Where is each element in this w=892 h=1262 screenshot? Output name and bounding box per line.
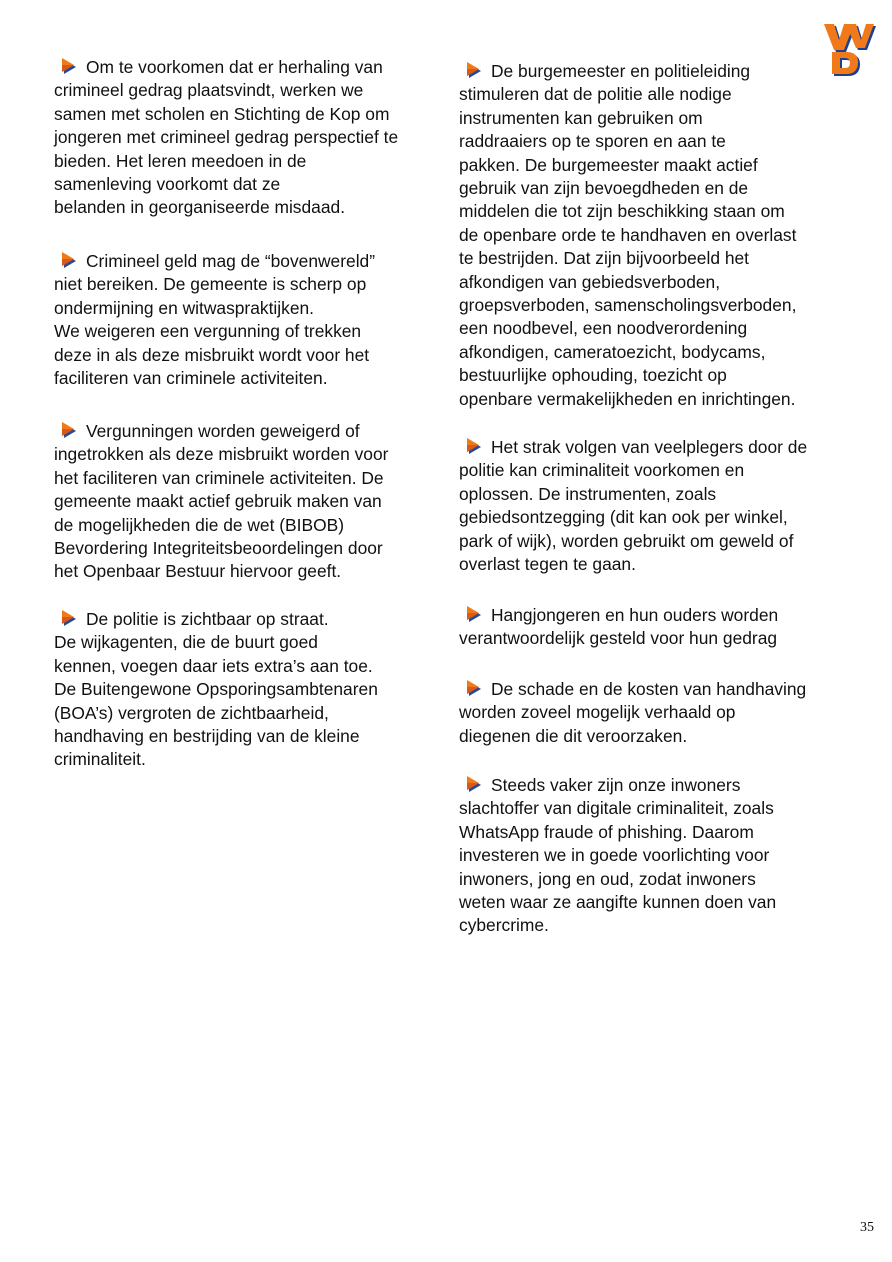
list-item-text: Steeds vaker zijn onze inwoners slachtoffer van digitale criminaliteit, zoals WhatsApp fraude of phishing. Daarom investeren we in goede voorlichting voor inwoners, jong en oud, zodat inwoners weten waar ze aangifte kunnen doen van cybercrime.: [459, 775, 777, 936]
list-item: [459, 436, 807, 576]
list-item-text: De politie is zichtbaar op straat. De wijkagenten, die de buurt goed kennen, voegen daar iets extra’s aan toe. De Buitengewone Opsporingsambtenaren (BOA’s) vergroten de zichtbaarheid, handhaving en bestrijding van de kleine criminaliteit.: [54, 609, 378, 770]
list-item: [459, 678, 806, 748]
list-item: [54, 250, 375, 390]
list-item-text: Crimineel geld mag de “bovenwereld” niet bereiken. De gemeente is scherp op ondermijning en witwaspraktijken. We weigeren een vergunning of trekken deze in als deze misbruikt wordt voor het faciliteren van criminele activiteiten.: [54, 251, 376, 389]
list-item: [459, 774, 776, 938]
list-item: [54, 56, 398, 220]
list-item-text: Hangjongeren en hun ouders worden verantwoordelijk gesteld voor hun gedrag: [459, 605, 779, 649]
vvd-logo: [818, 18, 876, 76]
list-item: [54, 420, 388, 584]
orange-arrow-bullet-icon: [60, 609, 78, 627]
list-item: [459, 60, 796, 411]
orange-arrow-bullet-icon: [465, 775, 483, 793]
orange-arrow-bullet-icon: [60, 421, 78, 439]
list-item-text: De schade en de kosten van handhaving worden zoveel mogelijk verhaald op diegenen die dit veroorzaken.: [459, 679, 807, 746]
orange-arrow-bullet-icon: [60, 57, 78, 75]
list-item-text: De burgemeester en politieleiding stimuleren dat de politie alle nodige instrumenten kan gebruiken om raddraaiers op te sporen en aan te pakken. De burgemeester maakt actief gebruik van zijn bevoegdheden en de middelen die tot zijn beschikking staan om de openbare orde te handhaven en overlast te bestrijden. Dat zijn bijvoorbeeld het afkondigen van gebiedsverboden, groepsverboden, samenscholingsverboden, een noodbevel, een noodverordening afkondigen, cameratoezicht, bodycams, bestuurlijke ophouding, toezicht op openbare vermakelijkheden en inrichtingen.: [459, 61, 797, 409]
vvd-logo-graphic: [818, 18, 876, 76]
list-item: [54, 608, 378, 772]
list-item-text: Het strak volgen van veelplegers door de politie kan criminaliteit voorkomen en oplossen. De instrumenten, zoals gebiedsontzegging (dit kan ook per winkel, park of wijk), worden gebruikt om geweld of overlast tegen te gaan.: [459, 437, 808, 575]
orange-arrow-bullet-icon: [465, 605, 483, 623]
orange-arrow-bullet-icon: [465, 437, 483, 455]
list-item-text: Vergunningen worden geweigerd of ingetrokken als deze misbruikt worden voor het faciliteren van criminele activiteiten. De gemeente maakt actief gebruik maken van de mogelijkheden die de wet (BIBOB) Bevordering Integriteitsbeoordelingen door het Openbaar Bestuur hiervoor geeft.: [54, 421, 389, 582]
list-item: [459, 604, 778, 651]
orange-arrow-bullet-icon: [465, 679, 483, 697]
list-item-text: Om te voorkomen dat er herhaling van crimineel gedrag plaatsvindt, werken we samen met scholen en Stichting de Kop om jongeren met crimineel gedrag perspectief te bieden. Het leren meedoen in de samenleving voorkomt dat ze belanden in georganiseerde misdaad.: [54, 57, 399, 218]
orange-arrow-bullet-icon: [465, 61, 483, 79]
orange-arrow-bullet-icon: [60, 251, 78, 269]
page-number: 35: [860, 1220, 874, 1235]
